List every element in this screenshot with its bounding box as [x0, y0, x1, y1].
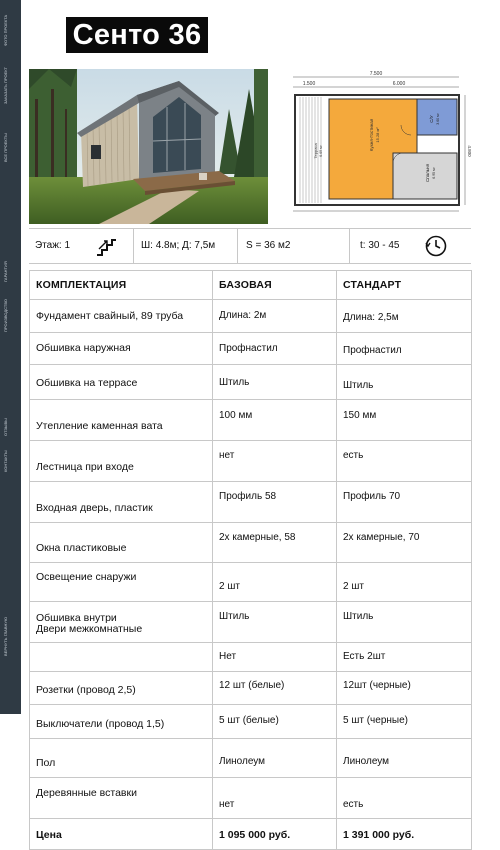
plan-bath-area: 3.60 м² — [436, 113, 440, 125]
column-header: БАЗОВАЯ — [213, 271, 337, 300]
table-row — [30, 299, 472, 332]
table-row — [30, 440, 472, 481]
row-label: Утепление каменная вата — [30, 400, 213, 441]
table-row — [30, 671, 472, 704]
plan-dim-side: 4.800 — [467, 145, 472, 157]
project-title: Сенто 36 — [66, 17, 208, 53]
table-row — [30, 365, 472, 400]
table-row — [30, 563, 472, 602]
basic-value: нет — [213, 440, 337, 481]
row-label: Деревянные вставки — [30, 778, 213, 819]
plan-bedroom-label: Спальня — [425, 163, 430, 183]
plan-main-room-label: Кухня-Гостиная — [369, 118, 374, 152]
standard-value: 5 шт (черные) — [337, 704, 472, 739]
row-label: Фундамент свайный, 89 труба — [30, 299, 213, 332]
standard-value: Профиль 70 — [337, 481, 472, 522]
standard-value: Линолеум — [337, 739, 472, 778]
basic-value: Штиль — [213, 602, 337, 643]
row-label: Обшивка на террасе — [30, 365, 213, 400]
side-nav-item[interactable]: ВЕРНУТЬ ГЛАВНУЮ — [3, 617, 8, 656]
table-row — [30, 332, 472, 365]
side-nav-item[interactable]: ГАРАНТИЯ — [3, 261, 8, 282]
key-parameters-row — [29, 228, 471, 264]
table-row — [30, 642, 472, 671]
side-navigation-strip — [0, 0, 21, 714]
price-row — [30, 818, 472, 849]
standard-value: 12шт (черные) — [337, 671, 472, 704]
basic-value: 2х камерные, 58 — [213, 522, 337, 563]
row-label: Входная дверь, пластик — [30, 481, 213, 522]
basic-value: Длина: 2м — [213, 299, 337, 332]
row-label: Выключатели (провод 1,5) — [30, 704, 213, 739]
standard-value: Штиль — [337, 602, 472, 643]
plan-dim-left: 1.500 — [302, 81, 316, 87]
floors-count: Этаж: 1 — [35, 240, 71, 251]
basic-value: нет — [213, 778, 337, 819]
row-label: Окна пластиковые — [30, 522, 213, 563]
table-header-row — [30, 271, 472, 300]
standard-value: Есть 2шт — [337, 642, 472, 671]
standard-value: 2 шт — [337, 563, 472, 602]
basic-value: 2 шт — [213, 563, 337, 602]
side-nav-item[interactable]: КОНТАКТЫ — [3, 450, 8, 472]
basic-price: 1 095 000 руб. — [213, 818, 337, 849]
table-row — [30, 522, 472, 563]
row-label: Лестница при входе — [30, 440, 213, 481]
standard-value: 150 мм — [337, 400, 472, 441]
standard-value: есть — [337, 778, 472, 819]
row-label: Розетки (провод 2,5) — [30, 671, 213, 704]
side-nav-item[interactable]: ВСЕ ПРОЕКТЫ — [3, 133, 8, 162]
table-row — [30, 602, 472, 643]
basic-value: Нет — [213, 642, 337, 671]
basic-value: Штиль — [213, 365, 337, 400]
plan-dim-inner: 6.000 — [392, 81, 406, 87]
standard-value: Профнастил — [337, 332, 472, 365]
standard-value: 2х камерные, 70 — [337, 522, 472, 563]
row-label: Цена — [30, 818, 213, 849]
standard-price: 1 391 000 руб. — [337, 818, 472, 849]
floor-plan-drawing — [281, 69, 471, 219]
table-row — [30, 481, 472, 522]
side-nav-item[interactable]: ПРОИЗВОДСТВО — [3, 299, 8, 332]
standard-value: есть — [337, 440, 472, 481]
basic-value: Линолеум — [213, 739, 337, 778]
row-label: Освещение снаружи — [30, 563, 213, 602]
table-row — [30, 400, 472, 441]
table-row — [30, 704, 472, 739]
plan-terrace-area: 6.69 м² — [319, 145, 323, 157]
column-header: КОМПЛЕКТАЦИЯ — [30, 271, 213, 300]
basic-value: 100 мм — [213, 400, 337, 441]
table-row — [30, 739, 472, 778]
house-render-image — [29, 69, 268, 224]
side-nav-item[interactable]: ФОТО ПРОЕКТА — [3, 14, 8, 46]
plan-terrace-label: Терраса — [313, 143, 318, 159]
standard-value: Штиль — [337, 365, 472, 400]
clock-icon — [424, 234, 448, 258]
plan-main-room-area: 15.28 м² — [375, 127, 380, 143]
side-nav-item[interactable]: ОТЗЫВЫ — [3, 418, 8, 436]
basic-value: Профиль 58 — [213, 481, 337, 522]
plan-dim-total: 7.500 — [369, 71, 383, 77]
row-label: Пол — [30, 739, 213, 778]
plan-bedroom-area: 6.95 м² — [432, 167, 436, 179]
standard-value: Длина: 2,5м — [337, 299, 472, 332]
column-header: СТАНДАРТ — [337, 271, 472, 300]
table-row — [30, 778, 472, 819]
plan-bath-label: С/У — [429, 115, 434, 123]
row-label: Обшивка наружная — [30, 332, 213, 365]
configuration-table — [29, 270, 472, 850]
house-dimensions: Ш: 4.8м; Д: 7,5м — [141, 240, 216, 251]
row-label: Обшивка внутри — [36, 612, 117, 625]
build-term: t: 30 - 45 — [360, 240, 400, 251]
side-nav-item[interactable]: ЗАКАЗАТЬ ПРОЕКТ — [3, 67, 8, 104]
basic-value: Профнастил — [213, 332, 337, 365]
row-label: Двери межкомнатные — [36, 623, 143, 636]
house-area: S = 36 м2 — [246, 240, 291, 251]
basic-value: 5 шт (белые) — [213, 704, 337, 739]
stairs-icon — [95, 235, 117, 257]
basic-value: 12 шт (белые) — [213, 671, 337, 704]
